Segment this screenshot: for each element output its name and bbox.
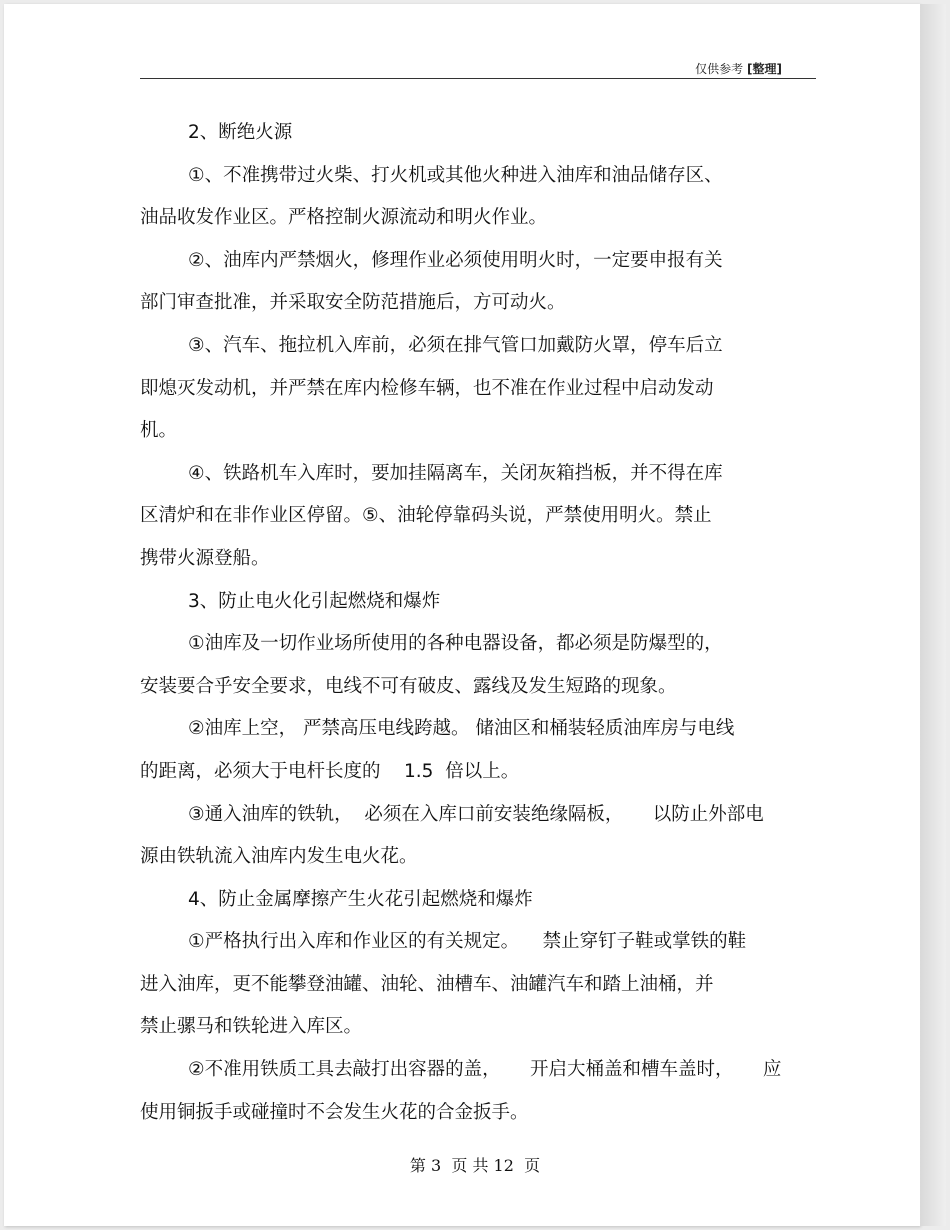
page-footer: 第 3 页 共 12 页 xyxy=(409,1156,541,1175)
header-tag: [整理] xyxy=(747,62,782,76)
text-line: ②油库上空， 严禁高压电线跨越。 储油区和桶装轻质油库房与电线 xyxy=(188,718,735,740)
page-header xyxy=(695,60,782,77)
text-line: 的距离，必须大于电杆长度的 1.5 倍以上。 xyxy=(140,760,520,782)
document-body xyxy=(140,112,816,1134)
text-line: 3、防止电火化引起燃烧和爆炸 xyxy=(188,590,441,612)
text-line: 进入油库，更不能攀登油罐、油轮、油槽车、油罐汽车和踏上油桶，并 xyxy=(140,973,714,995)
text-line: ②、油库内严禁烟火，修理作业必须使用明火时，一定要申报有关 xyxy=(188,249,723,271)
text-line: 携带火源登船。 xyxy=(140,547,270,569)
header-divider xyxy=(140,78,816,79)
header-text: 仅供参考 xyxy=(695,62,744,76)
text-line: 机。 xyxy=(140,420,178,442)
text-line: 源由铁轨流入油库内发生电火花。 xyxy=(140,846,418,868)
text-line: 部门审查批准，并采取安全防范措施后，方可动火。 xyxy=(140,292,566,314)
text-line: 使用铜扳手或碰撞时不会发生火花的合金扳手。 xyxy=(140,1101,529,1123)
page-edge-shadow xyxy=(920,4,946,1226)
text-line: 安装要合乎安全要求，电线不可有破皮、露线及发生短路的现象。 xyxy=(140,675,677,697)
text-line: ①严格执行出入库和作业区的有关规定。 禁止穿钉子鞋或掌铁的鞋 xyxy=(188,931,747,953)
text-line: 禁止骡马和铁轮进入库区。 xyxy=(140,1016,363,1038)
text-line: ③、汽车、拖拉机入库前，必须在排气管口加戴防火罩，停车后立 xyxy=(188,334,723,356)
document-page xyxy=(4,4,920,1226)
text-line: ②不准用铁质工具去敲打出容器的盖， 开启大桶盖和槽车盖时， 应 xyxy=(188,1059,782,1081)
text-line: 即熄灭发动机，并严禁在库内检修车辆，也不准在作业过程中启动发动 xyxy=(140,377,714,399)
text-line: 4、防止金属摩擦产生火花引起燃烧和爆炸 xyxy=(188,888,533,910)
text-line: 油品收发作业区。严格控制火源流动和明火作业。 xyxy=(140,207,548,229)
text-line: ④、铁路机车入库时，要加挂隔离车，关闭灰箱挡板，并不得在库 xyxy=(188,462,723,484)
text-line: 2、断绝火源 xyxy=(188,122,293,143)
text-line: ①、不准携带过火柴、打火机或其他火种进入油库和油品储存区、 xyxy=(188,164,723,186)
text-line: ③通入油库的铁轨， 必须在入库口前安装绝缘隔板， 以防止外部电 xyxy=(188,803,764,825)
text-line: 区清炉和在非作业区停留。⑤、油轮停靠码头说，严禁使用明火。禁止 xyxy=(140,505,712,527)
text-line: ①油库及一切作业场所使用的各种电器设备，都必须是防爆型的， xyxy=(188,633,723,655)
